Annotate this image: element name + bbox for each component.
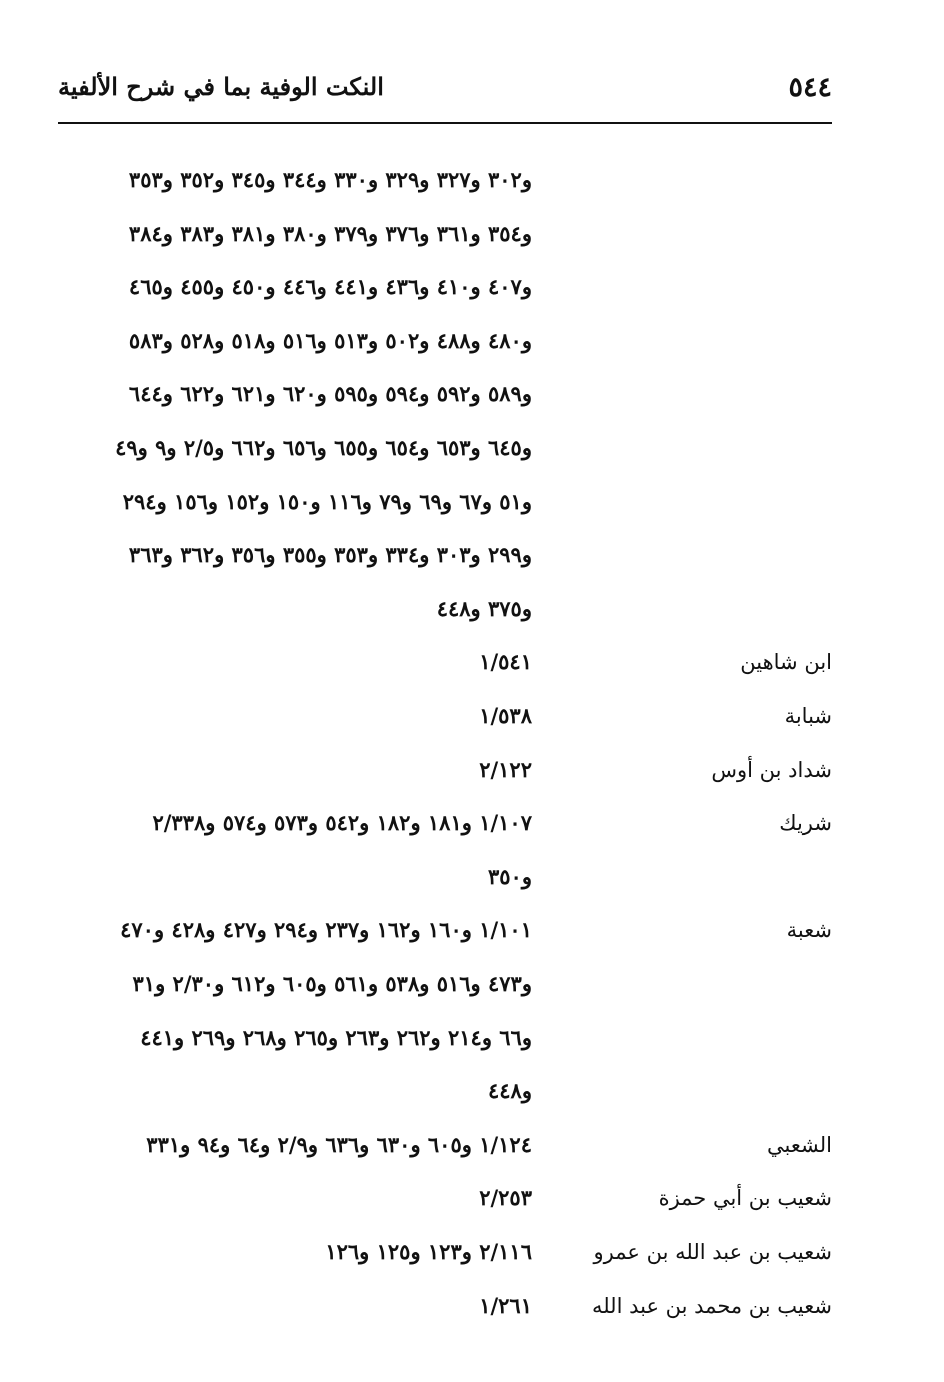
page-references-line: و٤٠٧ و٤١٠ و٤٣٦ و٤٤١ و٤٤٦ و٤٥٠ و٤٥٥ و٤٦٥ xyxy=(128,274,532,300)
running-title: النكت الوفية بما في شرح الألفية xyxy=(58,72,384,101)
index-entry-name: الشعبي xyxy=(767,1132,832,1157)
page-references-line: ٢/١١٦ و١٢٣ و١٢٥ و١٢٦ xyxy=(325,1239,532,1264)
index-entry-name: شعيب بن عبد الله بن عمرو xyxy=(593,1240,832,1264)
page-references-line: و٣٠٢ و٣٢٧ و٣٢٩ و٣٣٠ و٣٤٤ و٣٤٥ و٣٥٢ و٣٥٣ xyxy=(128,167,532,192)
index-entry-name: شداد بن أوس xyxy=(711,757,832,782)
page-references-line: و٣٥٠ xyxy=(488,863,532,889)
page-number: ٥٤٤ xyxy=(788,72,832,103)
index-entry-name: شبابة xyxy=(784,704,832,728)
page-references-line: و٢٩٩ و٣٠٣ و٣٣٤ و٣٥٣ و٣٥٥ و٣٥٦ و٣٦٢ و٣٦٣ xyxy=(128,542,532,568)
page-references-line: و٤٨٠ و٤٨٨ و٥٠٢ و٥١٣ و٥١٦ و٥١٨ و٥٢٨ و٥٨٣ xyxy=(128,327,532,353)
page-references-line: ٢/٢٥٣ xyxy=(479,1185,532,1211)
page-references-line: ١/٢٦١ xyxy=(479,1292,532,1318)
page-references-line: و٤٤٨ xyxy=(488,1078,532,1104)
index-entry-name: شعيب بن أبي حمزة xyxy=(658,1186,832,1211)
page-references-line: و٥١ و٦٧ و٦٩ و٧٩ و١١٦ و١٥٠ و١٥٢ و١٥٦ و٢٩٤ xyxy=(122,488,532,514)
index-entry-name: شعبة xyxy=(786,918,832,943)
page-references-line: ٢/١٢٢ xyxy=(479,756,532,782)
page-references-line: و٥٨٩ و٥٩٢ و٥٩٤ و٥٩٥ و٦٢٠ و٦٢١ و٦٢٢ و٦٤٤ xyxy=(128,381,532,407)
index-entry-name: شريك xyxy=(779,811,832,836)
index-entry-name: ابن شاهين xyxy=(740,650,832,675)
page-references-line: ١/٥٣٨ xyxy=(479,703,532,728)
page-references-line: و٤٧٣ و٥١٦ و٥٣٨ و٥٦١ و٦٠٥ و٦١٢ و٢/٣٠ و٣١ xyxy=(132,971,532,996)
page-references-line: و٦٦ و٢١٤ و٢٦٢ و٢٦٣ و٢٦٥ و٢٦٨ و٢٦٩ و٤٤١ xyxy=(140,1024,532,1050)
page-references-line: و٦٤٥ و٦٥٣ و٦٥٤ و٦٥٥ و٦٥٦ و٦٦٢ و٢/٥ و٩ و٤٩ xyxy=(115,435,532,460)
page-references-line: و٣٥٤ و٣٦١ و٣٧٦ و٣٧٩ و٣٨٠ و٣٨١ و٣٨٣ و٣٨٤ xyxy=(128,220,532,246)
page-references-line: ١/١٢٤ و٦٠٥ و٦٣٠ و٦٣٦ و٢/٩ و٦٤ و٩٤ و٣٣١ xyxy=(146,1131,532,1157)
index-entry-name: شعيب بن محمد بن عبد الله xyxy=(591,1293,832,1318)
page-references-line: و٣٧٥ و٤٤٨ xyxy=(436,595,532,621)
page-references-line: ١/١٠٧ و١٨١ و١٨٢ و٥٤٢ و٥٧٣ و٥٧٤ و٢/٣٣٨ xyxy=(152,810,532,836)
page-references-line: ١/٥٤١ xyxy=(479,649,532,675)
page-references-line: ١/١٠١ و١٦٠ و١٦٢ و٢٣٧ و٢٩٤ و٤٢٧ و٤٢٨ و٤٧٠ xyxy=(120,917,532,943)
